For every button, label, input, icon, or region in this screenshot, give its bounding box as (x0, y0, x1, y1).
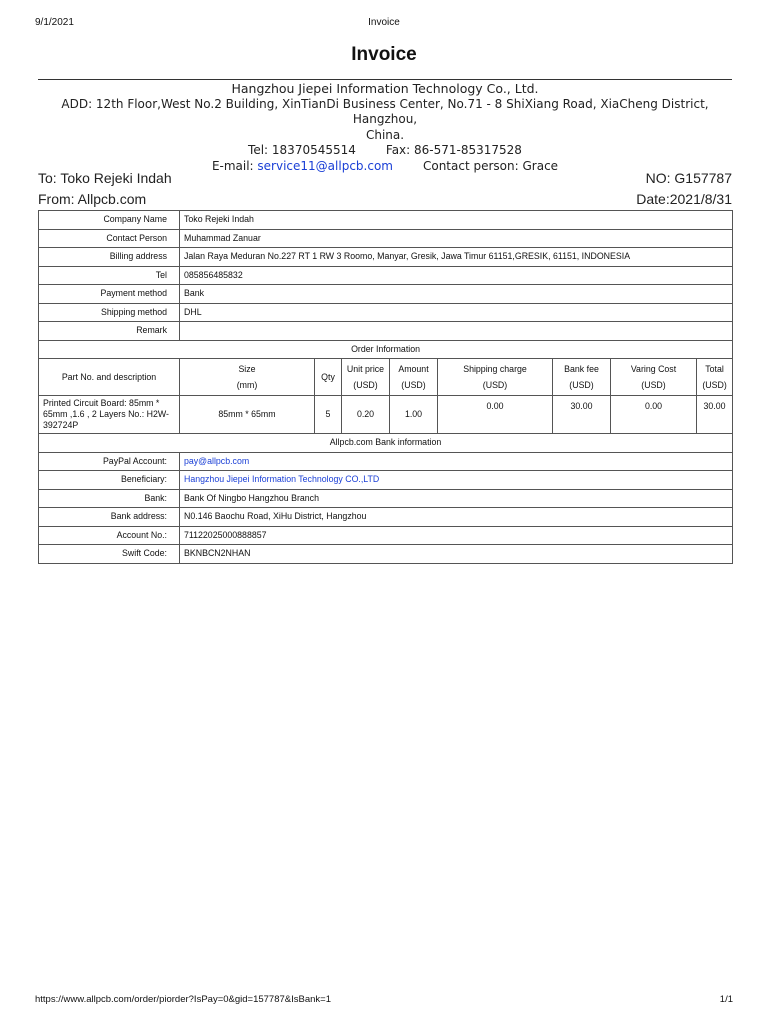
invoice-table (38, 210, 733, 564)
account-label: Account No.: (39, 526, 180, 545)
part-varing-cost: 0.00 (611, 396, 697, 434)
tel-value: 085856485832 (180, 266, 733, 285)
contact-person-label: Contact Person (39, 229, 180, 248)
header-size-label: Size (238, 363, 256, 374)
part-shipping: 0.00 (438, 396, 553, 434)
header-amount (390, 359, 438, 396)
row-swift (39, 545, 733, 564)
print-title: Invoice (368, 17, 400, 28)
header-varing-cost (611, 359, 697, 396)
invoice-number: NO: G157787 (645, 170, 732, 186)
email-label: E-mail: (211, 158, 258, 173)
header-qty: Qty (315, 359, 342, 396)
header-bank-fee-unit: (USD) (569, 379, 594, 390)
part-qty: 5 (315, 396, 342, 434)
bank-info-heading: Allpcb.com Bank information (39, 434, 733, 453)
company-fax: Fax: 86-571-85317528 (385, 143, 522, 157)
bank-address-label: Bank address: (39, 508, 180, 527)
header-total-label: Total (705, 363, 724, 374)
invoice-from: From: Allpcb.com (38, 191, 147, 207)
company-name: Hangzhou Jiepei Information Technology Co., Ltd. (231, 81, 539, 96)
row-account (39, 526, 733, 545)
order-info-heading: Order Information (39, 340, 733, 359)
header-total-unit: (USD) (702, 379, 727, 390)
row-shipping-method (39, 303, 733, 322)
meta-row-to (38, 170, 732, 188)
part-amount: 1.00 (390, 396, 438, 434)
header-size-unit: (mm) (236, 379, 258, 390)
company-info (38, 81, 732, 174)
payment-method-value: Bank (180, 285, 733, 304)
row-beneficiary (39, 471, 733, 490)
meta-row-from (38, 191, 732, 209)
billing-address-value: Jalan Raya Meduran No.227 RT 1 RW 3 Roomo, Manyar, Gresik, Jawa Timur 61151,GRESIK, 61151, INDONESIA (180, 248, 733, 267)
header-bank-fee (553, 359, 611, 396)
print-page-number: 1/1 (719, 994, 733, 1005)
swift-value: BKNBCN2NHAN (180, 545, 733, 564)
company-name-label: Company Name (39, 211, 180, 230)
header-unit-price-unit: (USD) (353, 379, 378, 390)
row-billing-address (39, 248, 733, 267)
swift-label: Swift Code: (39, 545, 180, 564)
company-contact: Contact person: Grace (422, 158, 559, 173)
row-contact-person (39, 229, 733, 248)
company-address-line1: ADD: 12th Floor,West No.2 Building, XinTianDi Business Center, No.71 - 8 ShiXiang Road, XiaCheng District, Hangzhou, (61, 96, 709, 126)
shipping-method-label: Shipping method (39, 303, 180, 322)
header-total (697, 359, 733, 396)
remark-value (180, 322, 733, 341)
contact-person-value: Muhammad Zanuar (180, 229, 733, 248)
header-shipping (438, 359, 553, 396)
part-description: Printed Circuit Board: 85mm * 65mm ,1.6 , 2 Layers No.: H2W-392724P (39, 396, 180, 434)
row-company-name (39, 211, 733, 230)
remark-label: Remark (39, 322, 180, 341)
tel-label: Tel (39, 266, 180, 285)
header-size (180, 359, 315, 396)
header-amount-unit: (USD) (401, 379, 426, 390)
invoice-to: To: Toko Rejeki Indah (38, 170, 172, 186)
header-shipping-label: Shipping charge (463, 363, 527, 374)
row-order-headers (39, 359, 733, 396)
part-bank-fee: 30.00 (553, 396, 611, 434)
billing-address-label: Billing address (39, 248, 180, 267)
invoice-date: Date:2021/8/31 (636, 191, 732, 207)
company-phone-fax (38, 143, 732, 159)
header-varing-unit: (USD) (641, 379, 666, 390)
header-part: Part No. and description (39, 359, 180, 396)
header-unit-price-label: Unit price (346, 363, 385, 374)
invoice-title: Invoice (351, 44, 417, 65)
row-bank (39, 489, 733, 508)
part-unit-price: 0.20 (342, 396, 390, 434)
order-line-row (39, 396, 733, 434)
header-varing-label: Varing Cost (630, 363, 677, 374)
header-amount-label: Amount (398, 363, 429, 374)
company-tel: Tel: 18370545514 (248, 143, 356, 157)
print-url: https://www.allpcb.com/order/piorder?IsPay=0&gid=157787&IsBank=1 (35, 994, 331, 1005)
row-order-title (39, 340, 733, 359)
header-bank-fee-label: Bank fee (564, 363, 599, 374)
print-date: 9/1/2021 (35, 17, 74, 28)
company-name-value: Toko Rejeki Indah (180, 211, 733, 230)
row-remark (39, 322, 733, 341)
bank-address-value: N0.146 Baochu Road, XiHu District, Hangzhou (180, 508, 733, 527)
print-footer (35, 994, 733, 1008)
bank-value: Bank Of Ningbo Hangzhou Branch (180, 489, 733, 508)
row-bank-address (39, 508, 733, 527)
print-header (35, 17, 733, 31)
shipping-method-value: DHL (180, 303, 733, 322)
row-payment-method (39, 285, 733, 304)
part-size: 85mm * 65mm (180, 396, 315, 434)
beneficiary-link[interactable]: Hangzhou Jiepei Information Technology CO.,LTD (180, 471, 733, 490)
header-shipping-unit: (USD) (482, 379, 508, 390)
row-paypal (39, 452, 733, 471)
company-address-line2: China. (365, 127, 405, 142)
header-unit-price (342, 359, 390, 396)
row-bank-title (39, 434, 733, 453)
payment-method-label: Payment method (39, 285, 180, 304)
beneficiary-label: Beneficiary: (39, 471, 180, 490)
account-value: 71122025000888857 (180, 526, 733, 545)
part-total: 30.00 (697, 396, 733, 434)
title-divider (38, 79, 732, 80)
bank-label: Bank: (39, 489, 180, 508)
row-tel (39, 266, 733, 285)
paypal-link[interactable]: pay@allpcb.com (180, 452, 733, 471)
email-link[interactable]: service11@allpcb.com (257, 158, 393, 173)
paypal-label: PayPal Account: (39, 452, 180, 471)
